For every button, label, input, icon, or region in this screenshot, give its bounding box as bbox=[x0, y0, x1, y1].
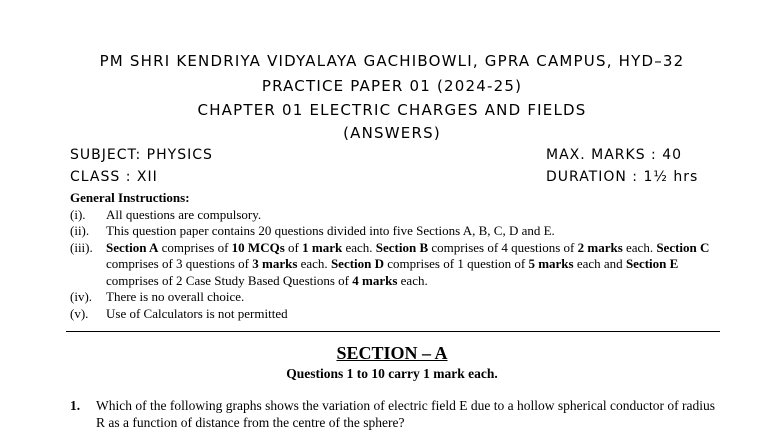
subject-label: SUBJECT: PHYSICS bbox=[70, 147, 213, 163]
mcq-count: 10 MCQs bbox=[231, 239, 285, 255]
instruction-item bbox=[70, 223, 720, 240]
general-instructions bbox=[70, 190, 720, 322]
section-subtitle: Questions 1 to 10 carry 1 mark each. bbox=[286, 366, 498, 381]
instruction-item bbox=[70, 289, 720, 306]
instruction-fragment: each. bbox=[397, 272, 428, 288]
instruction-item bbox=[70, 207, 720, 224]
school-name: PM SHRI KENDRIYA VIDYALAYA GACHIBOWLI, GPRA CAMPUS, HYD–32 bbox=[99, 52, 685, 70]
instruction-text: Use of Calculators is not permitted bbox=[106, 305, 288, 321]
instruction-number: (iv). bbox=[70, 289, 93, 304]
answers-subtitle: (ANSWERS) bbox=[343, 124, 441, 142]
marks-a: 1 mark bbox=[302, 239, 343, 255]
instruction-number: (v). bbox=[70, 305, 89, 321]
instruction-fragment: comprises of 4 questions of bbox=[428, 239, 578, 255]
instruction-text-sections bbox=[106, 240, 720, 290]
instruction-text: There is no overall choice. bbox=[106, 289, 245, 304]
max-marks-label: MAX. MARKS : 40 bbox=[546, 147, 683, 163]
section-title: SECTION – A bbox=[336, 343, 448, 363]
section-c-ref: Section C bbox=[656, 239, 710, 255]
question-text: Which of the following graphs shows the variation of electric field E due to a hollow spherical conductor of radius R as a function of distance from the centre of the sphere? bbox=[96, 398, 715, 430]
instruction-text: This question paper contains 20 questions divided into five Sections A, B, C, D and E. bbox=[106, 223, 555, 238]
instruction-number: (i). bbox=[70, 206, 86, 222]
divider-rule bbox=[66, 331, 720, 332]
marks-d: 5 marks bbox=[528, 256, 574, 271]
duration-label: DURATION : 1½ hrs bbox=[546, 169, 699, 185]
question-number: 1. bbox=[70, 398, 81, 413]
instruction-text: All questions are compulsory. bbox=[106, 206, 262, 222]
section-e-ref: Section E bbox=[625, 256, 679, 271]
chapter-title: CHAPTER 01 ELECTRIC CHARGES AND FIELDS bbox=[197, 101, 587, 119]
question-1 bbox=[70, 397, 720, 431]
section-b-ref: Section B bbox=[375, 239, 429, 255]
section-d-ref: Section D bbox=[330, 256, 385, 271]
instruction-fragment: each. bbox=[622, 239, 657, 255]
instruction-fragment: of bbox=[284, 239, 303, 255]
instruction-number: (ii). bbox=[70, 223, 90, 238]
instruction-item bbox=[70, 306, 720, 323]
instructions-title: General Instructions: bbox=[70, 190, 190, 205]
instruction-number: (iii). bbox=[70, 239, 93, 255]
paper-title: PRACTICE PAPER 01 (2024-25) bbox=[261, 77, 523, 95]
class-label: CLASS : XII bbox=[70, 169, 158, 185]
marks-c: 3 marks bbox=[252, 256, 298, 271]
instruction-fragment: each. bbox=[297, 256, 331, 271]
instruction-fragment: comprises of 2 Case Study Based Questions of bbox=[106, 272, 353, 288]
instruction-fragment: each and bbox=[573, 256, 626, 271]
marks-e: 4 marks bbox=[352, 272, 398, 288]
instruction-fragment: comprises of bbox=[158, 239, 232, 255]
instruction-item bbox=[70, 240, 720, 290]
section-a-ref: Section A bbox=[106, 239, 159, 255]
instruction-fragment: each. bbox=[342, 239, 376, 255]
instruction-fragment: comprises of 1 question of bbox=[384, 256, 529, 271]
instruction-fragment: comprises of 3 questions of bbox=[106, 256, 253, 271]
marks-b: 2 marks bbox=[577, 239, 623, 255]
